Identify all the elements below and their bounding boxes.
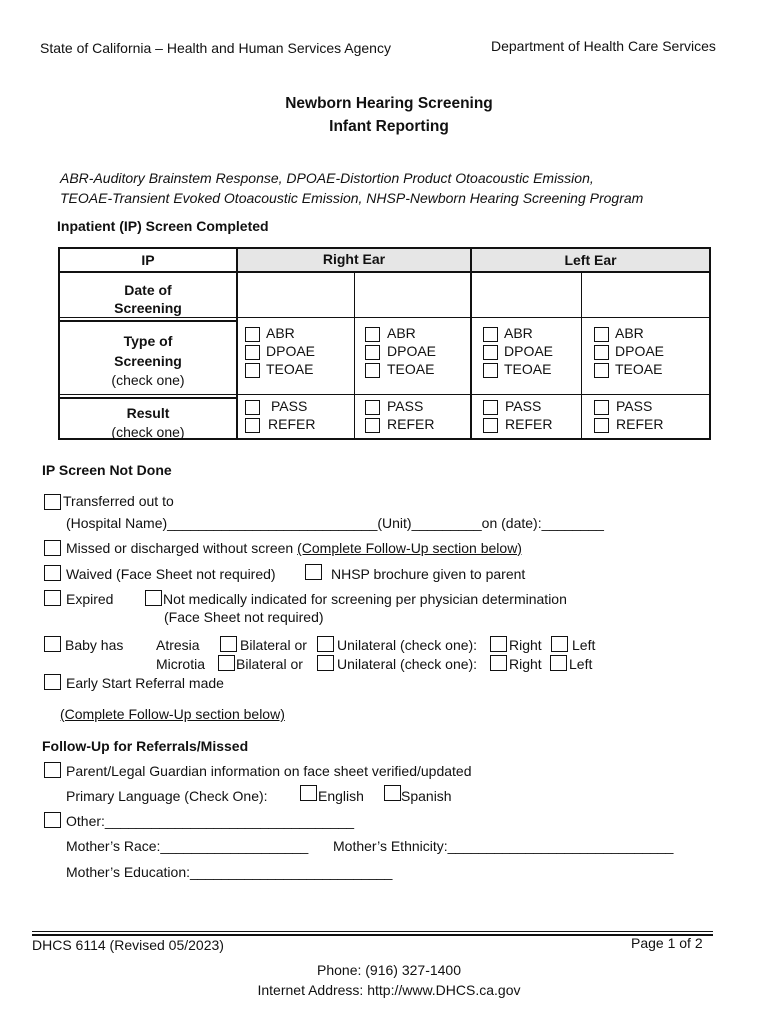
- department-name: Department of Health Care Services: [491, 38, 716, 54]
- right-2-dpoae-checkbox[interactable]: [365, 345, 380, 360]
- followup-heading: Follow-Up for Referrals/Missed: [42, 738, 249, 754]
- atresia-bilateral-checkbox[interactable]: [220, 636, 237, 652]
- right-ear-header: Right Ear: [322, 251, 386, 267]
- left-2-abr-label: ABR: [615, 325, 644, 341]
- right-1-dpoae-checkbox[interactable]: [245, 345, 260, 360]
- left-1-abr-label: ABR: [504, 325, 533, 341]
- type-label-line-3: (check one): [111, 372, 185, 388]
- date-of-screening-label: [60, 281, 236, 317]
- right-2-dpoae-label: DPOAE: [387, 343, 437, 359]
- form-title: Newborn Hearing Screening: [285, 95, 493, 112]
- left-2-pass-label: PASS: [616, 398, 653, 414]
- brochure-checkbox[interactable]: [305, 564, 322, 580]
- right-1-teoae-checkbox[interactable]: [245, 363, 260, 378]
- right-1-dpoae-label: DPOAE: [266, 343, 316, 359]
- right-2-pass-label: PASS: [387, 398, 424, 414]
- atresia-unilateral-checkbox[interactable]: [317, 636, 334, 652]
- left-2-abr-checkbox[interactable]: [594, 327, 609, 342]
- atresia-left-label: Left: [572, 637, 596, 653]
- atresia-right-label: Right: [509, 637, 542, 653]
- right-1-refer-checkbox[interactable]: [245, 418, 260, 433]
- form-subtitle: Infant Reporting: [329, 118, 449, 135]
- left-2-pass-checkbox[interactable]: [594, 400, 609, 415]
- screening-table: [58, 247, 711, 440]
- spanish-checkbox[interactable]: [384, 785, 401, 801]
- microtia-unilateral-label: Unilateral (check one):: [337, 656, 478, 672]
- left-ear-date-2[interactable]: [582, 272, 709, 317]
- mothers-education-field[interactable]: Mother’s Education:__________________________: [66, 864, 393, 880]
- internet-address: Internet Address: http://www.DHCS.ca.gov: [257, 982, 521, 998]
- guardian-label: Parent/Legal Guardian information on face sheet verified/updated: [66, 763, 472, 779]
- missed-text: Missed or discharged without screen: [66, 540, 298, 556]
- other-language-checkbox[interactable]: [44, 812, 61, 828]
- right-1-refer-label: REFER: [268, 416, 316, 432]
- microtia-right-checkbox[interactable]: [490, 655, 507, 671]
- microtia-right-label: Right: [509, 656, 542, 672]
- result-label-line-2: (check one): [111, 424, 185, 440]
- atresia-left-checkbox[interactable]: [551, 636, 568, 652]
- result-label-line-1: Result: [126, 405, 170, 421]
- abbreviations-line-1: ABR-Auditory Brainstem Response, DPOAE-Distortion Product Otoacoustic Emission,: [60, 170, 594, 186]
- complete-followup-note: (Complete Follow-Up section below): [60, 706, 285, 722]
- missed-checkbox[interactable]: [44, 540, 61, 556]
- right-1-abr-label: ABR: [266, 325, 295, 341]
- date-label-line-2: Screening: [114, 300, 182, 316]
- transferred-label: Transferred out to: [63, 493, 174, 509]
- baby-has-checkbox[interactable]: [44, 636, 61, 652]
- left-1-pass-label: PASS: [505, 398, 542, 414]
- mothers-ethnicity-field[interactable]: Mother’s Ethnicity:_____________________________: [333, 838, 674, 854]
- left-1-dpoae-checkbox[interactable]: [483, 345, 498, 360]
- right-2-abr-checkbox[interactable]: [365, 327, 380, 342]
- baby-has-label: Baby has: [65, 637, 124, 653]
- phone-number: Phone: (916) 327-1400: [317, 962, 461, 978]
- result-label: [60, 404, 236, 442]
- left-1-refer-label: REFER: [505, 416, 553, 432]
- left-1-dpoae-label: DPOAE: [504, 343, 554, 359]
- atresia-right-checkbox[interactable]: [490, 636, 507, 652]
- not-indicated-note: (Face Sheet not required): [164, 609, 324, 625]
- left-2-refer-label: REFER: [616, 416, 664, 432]
- right-2-refer-label: REFER: [387, 416, 435, 432]
- english-label: English: [318, 788, 364, 804]
- expired-label: Expired: [66, 591, 114, 607]
- missed-label: [66, 540, 522, 556]
- left-1-pass-checkbox[interactable]: [483, 400, 498, 415]
- left-1-teoae-label: TEOAE: [504, 361, 552, 377]
- page-number: Page 1 of 2: [631, 935, 703, 951]
- right-ear-date-2[interactable]: [355, 272, 470, 317]
- left-1-abr-checkbox[interactable]: [483, 327, 498, 342]
- english-checkbox[interactable]: [300, 785, 317, 801]
- right-2-teoae-label: TEOAE: [387, 361, 435, 377]
- right-1-pass-checkbox[interactable]: [245, 400, 260, 415]
- waived-label: Waived (Face Sheet not required): [66, 566, 276, 582]
- right-2-abr-label: ABR: [387, 325, 416, 341]
- type-of-screening-label: [60, 332, 236, 391]
- right-1-abr-checkbox[interactable]: [245, 327, 260, 342]
- right-1-teoae-label: TEOAE: [266, 361, 314, 377]
- waived-checkbox[interactable]: [44, 565, 61, 581]
- form-id: DHCS 6114 (Revised 05/2023): [32, 937, 224, 953]
- atresia-bilateral-label: Bilateral or: [240, 637, 307, 653]
- mothers-race-field[interactable]: Mother’s Race:___________________: [66, 838, 309, 854]
- microtia-label: Microtia: [156, 656, 206, 672]
- left-2-dpoae-label: DPOAE: [615, 343, 665, 359]
- microtia-bilateral-label: Bilateral or: [236, 656, 303, 672]
- type-label-line-2: Screening: [114, 352, 182, 369]
- brochure-label: NHSP brochure given to parent: [331, 566, 526, 582]
- agency-name: State of California – Health and Human Services Agency: [40, 40, 391, 56]
- inpatient-heading: Inpatient (IP) Screen Completed: [57, 218, 269, 234]
- date-label-line-1: Date of: [124, 282, 172, 298]
- spanish-label: Spanish: [401, 788, 452, 804]
- microtia-left-label: Left: [569, 656, 593, 672]
- transferred-checkbox[interactable]: [44, 494, 61, 510]
- left-2-teoae-label: TEOAE: [615, 361, 663, 377]
- left-1-teoae-checkbox[interactable]: [483, 363, 498, 378]
- microtia-bilateral-checkbox[interactable]: [218, 655, 235, 671]
- microtia-left-checkbox[interactable]: [550, 655, 567, 671]
- left-1-refer-checkbox[interactable]: [483, 418, 498, 433]
- not-done-heading: IP Screen Not Done: [42, 462, 172, 478]
- missed-followup-link: (Complete Follow-Up section below): [297, 540, 522, 556]
- right-1-pass-label: PASS: [271, 398, 308, 414]
- left-ear-date-1[interactable]: [472, 272, 581, 317]
- early-start-label: Early Start Referral made: [66, 675, 224, 691]
- expired-checkbox[interactable]: [44, 590, 61, 606]
- microtia-unilateral-checkbox[interactable]: [317, 655, 334, 671]
- guardian-checkbox[interactable]: [44, 762, 61, 778]
- other-language-field[interactable]: Other:________________________________: [66, 813, 355, 829]
- atresia-label: Atresia: [156, 637, 200, 653]
- transferred-detail[interactable]: (Hospital Name)___________________________(Unit)_________on (date):________: [66, 515, 604, 531]
- not-indicated-label: Not medically indicated for screening per physician determination: [163, 591, 567, 607]
- ip-column-header: IP: [141, 252, 155, 268]
- footer-divider-thick: [32, 934, 713, 936]
- abbreviations-line-2: TEOAE-Transient Evoked Otoacoustic Emission, NHSP-Newborn Hearing Screening Program: [60, 190, 644, 206]
- left-2-dpoae-checkbox[interactable]: [594, 345, 609, 360]
- left-2-refer-checkbox[interactable]: [594, 418, 609, 433]
- primary-language-label: Primary Language (Check One):: [66, 788, 268, 804]
- left-2-teoae-checkbox[interactable]: [594, 363, 609, 378]
- not-indicated-checkbox[interactable]: [145, 590, 162, 606]
- right-ear-date-1[interactable]: [237, 272, 354, 317]
- type-label-line-1: Type of: [123, 333, 173, 349]
- atresia-unilateral-label: Unilateral (check one):: [337, 637, 478, 653]
- right-2-teoae-checkbox[interactable]: [365, 363, 380, 378]
- right-2-refer-checkbox[interactable]: [365, 418, 380, 433]
- left-ear-header: Left Ear: [564, 252, 617, 268]
- early-start-checkbox[interactable]: [44, 674, 61, 690]
- right-2-pass-checkbox[interactable]: [365, 400, 380, 415]
- footer-divider: [32, 931, 713, 932]
